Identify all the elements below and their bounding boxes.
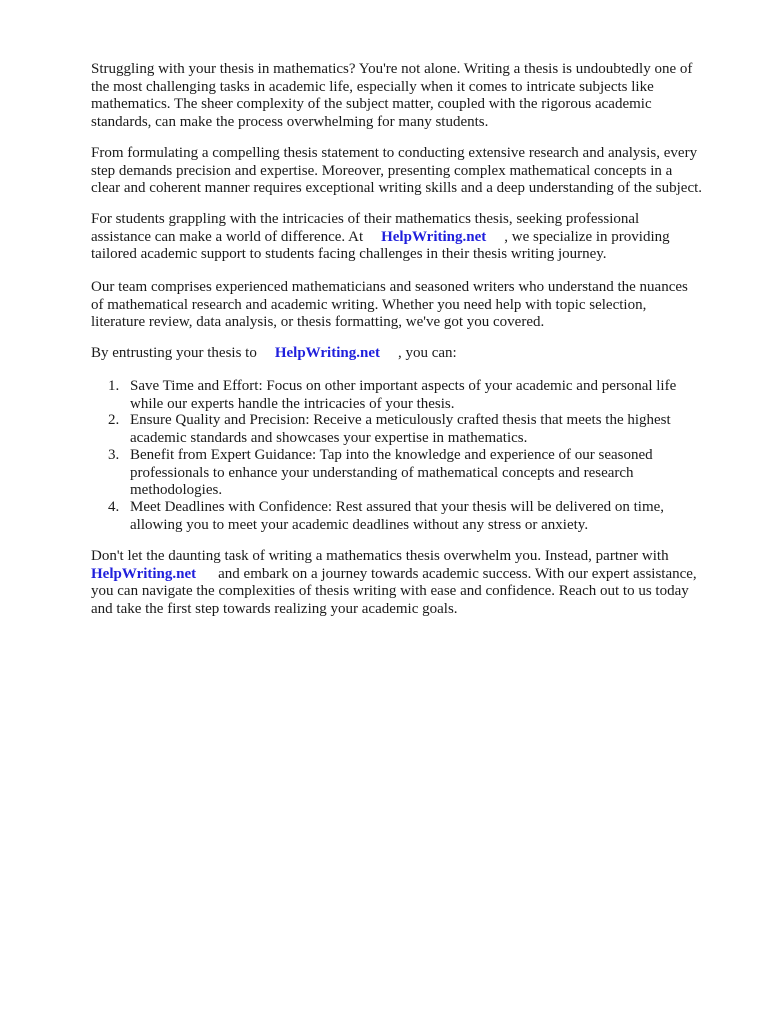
intro-paragraph <box>91 61 731 131</box>
helpwriting-link[interactable]: HelpWriting.net <box>274 345 380 361</box>
list-text: Ensure Quality and Precision: Receive a meticulously crafted thesis that meets the highest <box>130 412 671 428</box>
text-line: literature review, data analysis, or thesis formatting, we've got you covered. <box>91 314 545 331</box>
text-segment: and embark on a journey towards academic success. With our expert assistance, <box>218 565 697 582</box>
text-line: For students grappling with the intricacies of their mathematics thesis, seeking professional <box>91 211 640 227</box>
text-segment: , you can: <box>397 345 457 361</box>
closing-paragraph <box>91 548 731 618</box>
list-text: Save Time and Effort: Focus on other important aspects of your academic and personal life <box>130 378 677 394</box>
text-line <box>91 345 731 363</box>
list-text: while our experts handle the intricacies of your thesis. <box>130 395 455 412</box>
text-segment: , we specialize in providing <box>504 228 670 245</box>
text-line: the most challenging tasks in academic life, especially when it comes to intricate subjects like <box>91 78 654 95</box>
text-segment: By entrusting your thesis to <box>91 345 257 361</box>
text-line: clear and coherent manner requires exceptional writing skills and a deep understanding of the subject. <box>91 180 703 197</box>
text-segment: assistance can make a world of difference. At <box>91 228 364 245</box>
text-line: of mathematical research and academic writing. Whether you need help with topic selection, <box>91 296 647 313</box>
list-item <box>108 499 664 534</box>
text-line: tailored academic support to students facing challenges in their thesis writing journey. <box>91 246 607 263</box>
assistance-paragraph <box>91 211 731 264</box>
list-text: academic standards and showcases your expertise in mathematics. <box>130 429 528 446</box>
helpwriting-link[interactable]: HelpWriting.net <box>381 228 487 245</box>
list-number: 3. <box>108 447 120 463</box>
list-text: Meet Deadlines with Confidence: Rest assured that your thesis will be delivered on time, <box>130 499 665 515</box>
challenges-paragraph <box>91 145 731 198</box>
list-text: professionals to enhance your understanding of mathematical concepts and research <box>130 464 634 481</box>
list-number: 2. <box>108 412 120 428</box>
list-number: 4. <box>108 499 120 515</box>
text-line: standards, can make the process overwhelming for many students. <box>91 113 489 130</box>
text-line: step demands precision and expertise. Moreover, presenting complex mathematical concepts in a <box>91 162 673 179</box>
team-paragraph <box>91 279 731 332</box>
text-line: From formulating a compelling thesis statement to conducting extensive research and analysis, every <box>91 145 698 161</box>
text-line: Struggling with your thesis in mathematics? You're not alone. Writing a thesis is undoubtedly one of <box>91 61 693 77</box>
text-line: and take the first step towards realizing your academic goals. <box>91 600 458 617</box>
list-text: methodologies. <box>130 482 223 499</box>
text-line: you can navigate the complexities of thesis writing with ease and confidence. Reach out to us today <box>91 583 689 600</box>
text-line <box>91 566 731 584</box>
text-line <box>91 229 731 247</box>
list-text: allowing you to meet your academic deadlines without any stress or anxiety. <box>130 516 589 533</box>
list-item <box>108 447 653 500</box>
helpwriting-link[interactable]: HelpWriting.net <box>91 565 197 582</box>
text-line: Our team comprises experienced mathematicians and seasoned writers who understand the nuances <box>91 279 688 295</box>
list-item <box>108 378 676 413</box>
list-number: 1. <box>108 378 120 394</box>
entrusting-paragraph <box>91 345 731 363</box>
list-item <box>108 412 671 447</box>
text-line: mathematics. The sheer complexity of the subject matter, coupled with the rigorous academic <box>91 96 652 113</box>
text-line: Don't let the daunting task of writing a mathematics thesis overwhelm you. Instead, partner with <box>91 548 669 564</box>
list-text: Benefit from Expert Guidance: Tap into the knowledge and experience of our seasoned <box>130 447 653 463</box>
